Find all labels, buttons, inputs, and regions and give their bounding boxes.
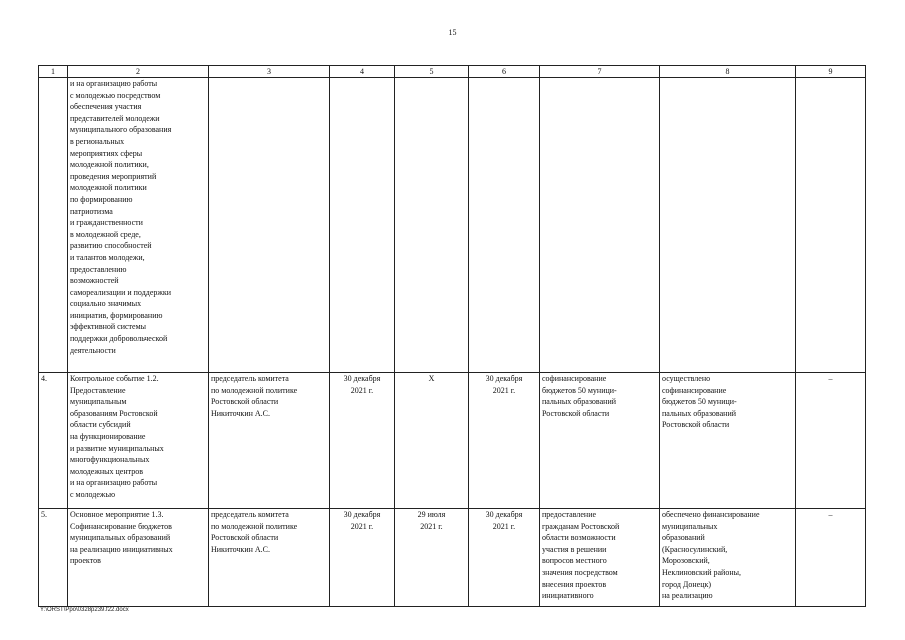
header-cell: 4 [330, 66, 395, 78]
actual-end-date: 30 декабря 2021 г. [469, 373, 540, 509]
header-cell: 5 [395, 66, 469, 78]
activity-name: Контрольное событие 1.2. Предоставление муниципальным образованиям Ростовской области субсидий на функционирование и развитие муниципальных многофункциональных молодежных центров и на организацию работы с молодежью [68, 373, 209, 509]
planned-date: 30 декабря 2021 г. [330, 373, 395, 509]
row-number: 5. [39, 509, 68, 607]
actual-end-date [469, 78, 540, 373]
notes [796, 78, 866, 373]
actual-start-date: Х [395, 373, 469, 509]
header-cell: 2 [68, 66, 209, 78]
row-number: 4. [39, 373, 68, 509]
planned-result [540, 78, 660, 373]
planned-result: предоставление гражданам Ростовской области возможности участия в решении вопросов местного значения посредством внесения проектов инициативного [540, 509, 660, 607]
table-row [39, 373, 866, 509]
notes: – [796, 373, 866, 509]
header-cell: 1 [39, 66, 68, 78]
planned-date: 30 декабря 2021 г. [330, 509, 395, 607]
activity-name: и на организацию работы с молодежью посредством обеспечения участия представителей молодежи муниципального образования в региональных мероприятиях сферы молодежной политики, проведения мероприятий молодежной политики по формированию патриотизма и гражданственности в молодежной среде, развитию способностей и талантов молодежи, предоставлению возможностей самореализации и поддержки социально значимых инициатив, формированию эффективной системы поддержки добровольческой деятельности [68, 78, 209, 373]
actual-result: осуществлено софинансирование бюджетов 50 муници- пальных образований Ростовской области [660, 373, 796, 509]
executor: председатель комитета по молодежной политике Ростовской области Никиточкин А.С. [209, 509, 330, 607]
planned-result: софинансирование бюджетов 50 муници- пальных образований Ростовской области [540, 373, 660, 509]
row-number [39, 78, 68, 373]
header-cell: 9 [796, 66, 866, 78]
header-cell: 6 [469, 66, 540, 78]
header-cell: 8 [660, 66, 796, 78]
actual-start-date: 29 июля 2021 г. [395, 509, 469, 607]
actual-result [660, 78, 796, 373]
page-number: 15 [448, 28, 457, 37]
actual-start-date [395, 78, 469, 373]
executor: председатель комитета по молодежной политике Ростовской области Никиточкин А.С. [209, 373, 330, 509]
planned-date [330, 78, 395, 373]
actual-end-date: 30 декабря 2021 г. [469, 509, 540, 607]
activities-table [38, 65, 866, 607]
executor [209, 78, 330, 373]
column-number-row [39, 66, 866, 78]
activity-name: Основное мероприятие 1.3. Софинансирование бюджетов муниципальных образований на реализацию инициативных проектов [68, 509, 209, 607]
table-row [39, 509, 866, 607]
notes: – [796, 509, 866, 607]
header-cell: 3 [209, 66, 330, 78]
file-path-footer: Y:\ORST\Ppo\0328p239.f22.docx [40, 607, 129, 613]
actual-result: обеспечено финансирование муниципальных образований (Красносулинский, Морозовский, Неклиновский районы, город Донецк) на реализацию [660, 509, 796, 607]
header-cell: 7 [540, 66, 660, 78]
table-row [39, 78, 866, 373]
